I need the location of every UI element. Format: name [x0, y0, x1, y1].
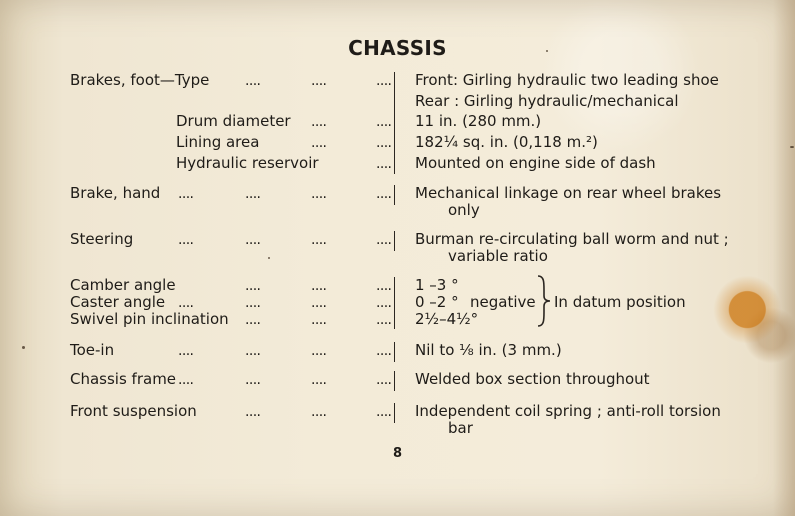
label-chassis-frame: Chassis frame — [70, 370, 177, 388]
value-camber-angle: 1 –3 ° — [415, 276, 459, 294]
leader-dots: .... — [245, 372, 261, 388]
right-curly-brace — [536, 274, 554, 328]
page-edge-shadow — [773, 0, 795, 516]
leader-dots: .... — [245, 186, 261, 202]
value-front-suspension-line2: bar — [448, 419, 473, 437]
leader-dots: .... — [376, 186, 392, 202]
label-camber-angle: Camber angle — [70, 276, 176, 294]
value-caster-angle: 0 –2 ° — [415, 293, 459, 311]
leader-dots: .... — [376, 114, 392, 130]
column-divider — [394, 277, 395, 329]
leader-dots: .... — [311, 404, 327, 420]
value-steering-line2: variable ratio — [448, 247, 548, 265]
label-steering: Steering — [70, 230, 134, 248]
column-divider — [394, 403, 395, 423]
leader-dots: .... — [376, 295, 392, 311]
value-front-suspension-line1: Independent coil spring ; anti-roll torsion — [415, 402, 721, 420]
column-divider — [394, 342, 395, 362]
leader-dots: .... — [245, 73, 261, 89]
leader-dots: .... — [376, 73, 392, 89]
leader-dots: .... — [178, 372, 194, 388]
value-hydraulic-reservoir: Mounted on engine side of dash — [415, 154, 656, 172]
leader-dots: .... — [178, 186, 194, 202]
label-lining-area: Lining area — [176, 133, 260, 151]
column-divider — [394, 231, 395, 251]
leader-dots: .... — [376, 156, 392, 172]
paper-speck — [22, 346, 25, 349]
column-divider — [394, 185, 395, 205]
caster-negative-note: negative — [470, 293, 536, 311]
leader-dots: .... — [311, 278, 327, 294]
leader-dots: .... — [376, 343, 392, 359]
leader-dots: .... — [311, 295, 327, 311]
label-brakes-foot: Brakes, foot—Type — [70, 71, 210, 89]
datum-position-note: In datum position — [554, 293, 686, 311]
label-brake-hand: Brake, hand — [70, 184, 161, 202]
leader-dots: .... — [311, 73, 327, 89]
page-title: CHASSIS — [348, 36, 447, 60]
leader-dots: .... — [311, 135, 327, 151]
leader-dots: .... — [311, 372, 327, 388]
leader-dots: .... — [245, 343, 261, 359]
leader-dots: .... — [245, 295, 261, 311]
leader-dots: .... — [311, 343, 327, 359]
label-swivel-pin-inclination: Swivel pin inclination — [70, 310, 229, 328]
leader-dots: .... — [245, 232, 261, 248]
label-hydraulic-reservoir: Hydraulic reservoir — [176, 154, 319, 172]
paper-speck — [790, 146, 794, 148]
value-toe-in: Nil to ⅛ in. (3 mm.) — [415, 341, 562, 359]
column-divider — [394, 371, 395, 391]
leader-dots: .... — [311, 114, 327, 130]
leader-dots: .... — [245, 404, 261, 420]
leader-dots: .... — [376, 372, 392, 388]
leader-dots: .... — [376, 135, 392, 151]
leader-dots: .... — [376, 278, 392, 294]
leader-dots: .... — [311, 186, 327, 202]
value-brakes-front: Front: Girling hydraulic two leading shoe — [415, 71, 719, 89]
leader-dots: .... — [376, 232, 392, 248]
value-lining-area: 182¼ sq. in. (0,118 m.²) — [415, 133, 598, 151]
value-brakes-rear: Rear : Girling hydraulic/mechanical — [415, 92, 679, 110]
leader-dots: .... — [178, 232, 194, 248]
leader-dots: .... — [311, 232, 327, 248]
leader-dots: .... — [178, 343, 194, 359]
value-steering-line1: Burman re-circulating ball worm and nut ; — [415, 230, 729, 248]
leader-dots: .... — [245, 312, 261, 328]
leader-dots: .... — [376, 312, 392, 328]
leader-dots: .... — [311, 312, 327, 328]
leader-dots: .... — [376, 404, 392, 420]
value-brake-hand-line1: Mechanical linkage on rear wheel brakes — [415, 184, 722, 202]
paper-speck — [268, 257, 270, 259]
value-chassis-frame: Welded box section throughout — [415, 370, 650, 388]
page-number: 8 — [392, 446, 403, 461]
value-brake-hand-line2: only — [448, 201, 480, 219]
label-caster-angle: Caster angle — [70, 293, 166, 311]
label-front-suspension: Front suspension — [70, 402, 197, 420]
column-divider — [394, 72, 395, 174]
value-swivel-pin-inclination: 2½–4½° — [415, 310, 479, 328]
label-toe-in: Toe-in — [70, 341, 115, 359]
leader-dots: .... — [178, 295, 194, 311]
label-drum-diameter: Drum diameter — [176, 112, 291, 130]
leader-dots: .... — [245, 278, 261, 294]
value-drum-diameter: 11 in. (280 mm.) — [415, 112, 542, 130]
